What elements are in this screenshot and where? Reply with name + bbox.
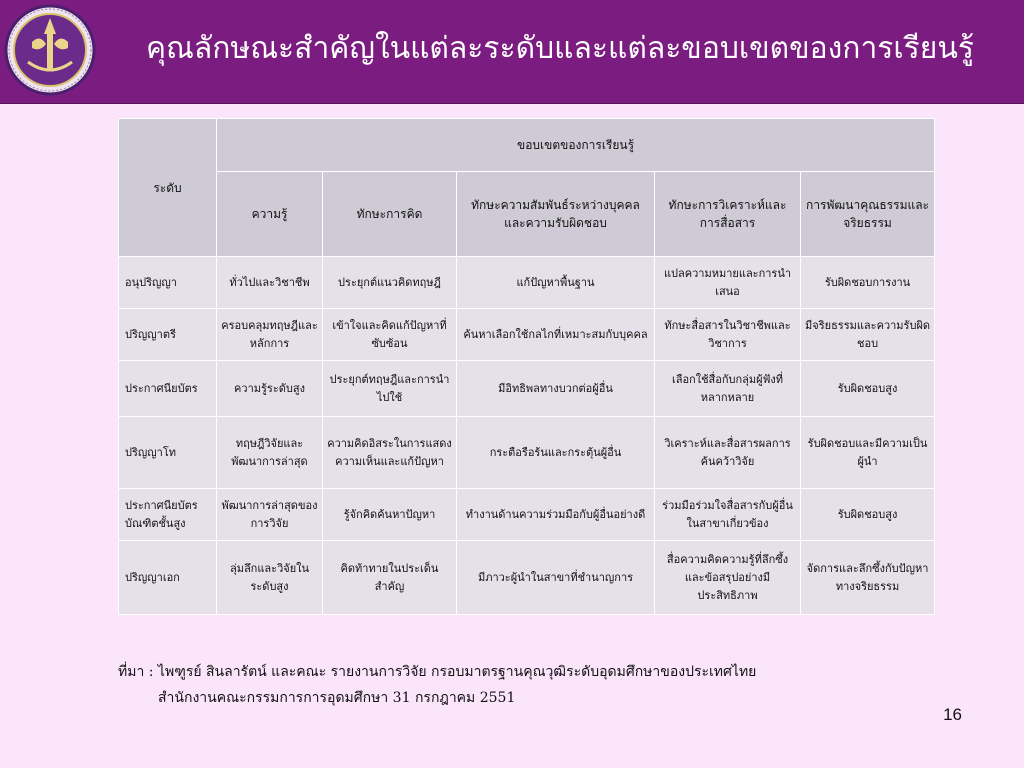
row-level: ปริญญาโท bbox=[119, 417, 217, 489]
table-cell: เลือกใช้สื่อกับกลุ่มผู้ฟังที่หลากหลาย bbox=[655, 361, 801, 417]
table-cell: กระตือรือร้นและกระตุ้นผู้อื่น bbox=[457, 417, 655, 489]
learning-outcomes-table-container bbox=[118, 118, 934, 615]
table-cell: ร่วมมือร่วมใจสื่อสารกับผู้อื่นในสาขาเกี่ยวข้อง bbox=[655, 489, 801, 541]
row-level: ประกาศนียบัตรบัณฑิตชั้นสูง bbox=[119, 489, 217, 541]
slide-title: คุณลักษณะสำคัญในแต่ละระดับและแต่ละขอบเขตของการเรียนรู้ bbox=[145, 31, 974, 66]
table-cell: วิเคราะห์และสื่อสารผลการค้นคว้าวิจัย bbox=[655, 417, 801, 489]
scope-header: ขอบเขตของการเรียนรู้ bbox=[217, 119, 935, 172]
row-level: อนุปริญญา bbox=[119, 257, 217, 309]
table-cell: ทำงานด้านความร่วมมือกับผู้อื่นอย่างดี bbox=[457, 489, 655, 541]
table-cell: รับผิดชอบการงาน bbox=[801, 257, 935, 309]
table-cell: ค้นหาเลือกใช้กลไกที่เหมาะสมกับบุคคล bbox=[457, 309, 655, 361]
table-cell: เข้าใจและคิดแก้ปัญหาที่ซับซ้อน bbox=[323, 309, 457, 361]
table-cell: ครอบคลุมทฤษฎีและหลักการ bbox=[217, 309, 323, 361]
table-cell: ทฤษฎีวิจัยและพัฒนาการล่าสุด bbox=[217, 417, 323, 489]
table-cell: มีอิทธิพลทางบวกต่อผู้อื่น bbox=[457, 361, 655, 417]
table-cell: รับผิดชอบสูง bbox=[801, 489, 935, 541]
level-header: ระดับ bbox=[119, 119, 217, 257]
table-row bbox=[119, 417, 935, 489]
table-cell: พัฒนาการล่าสุดของการวิจัย bbox=[217, 489, 323, 541]
table-row bbox=[119, 489, 935, 541]
table-cell: คิดท้าทายในประเด็นสำคัญ bbox=[323, 541, 457, 615]
table-cell: มีจริยธรรมและความรับผิดชอบ bbox=[801, 309, 935, 361]
column-header-thinking-skills: ทักษะการคิด bbox=[323, 172, 457, 257]
table-cell: รับผิดชอบสูง bbox=[801, 361, 935, 417]
table-cell: ความคิดอิสระในการแสดงความเห็นและแก้ปัญหา bbox=[323, 417, 457, 489]
table-cell: แปลความหมายและการนำเสนอ bbox=[655, 257, 801, 309]
table-cell: ประยุกต์ทฤษฎีและการนำไปใช้ bbox=[323, 361, 457, 417]
learning-outcomes-table bbox=[118, 118, 935, 615]
table-cell: รู้จักคิดค้นหาปัญหา bbox=[323, 489, 457, 541]
source-citation bbox=[118, 659, 978, 711]
table-cell: แก้ปัญหาพื้นฐาน bbox=[457, 257, 655, 309]
row-level: ปริญญาเอก bbox=[119, 541, 217, 615]
table-row bbox=[119, 541, 935, 615]
column-header-knowledge: ความรู้ bbox=[217, 172, 323, 257]
table-row bbox=[119, 309, 935, 361]
source-line-2: สำนักงานคณะกรรมการการอุดมศึกษา 31 กรกฎาคม 2551 bbox=[158, 690, 516, 706]
page-number: 16 bbox=[943, 705, 962, 724]
table-row bbox=[119, 257, 935, 309]
row-level: ปริญญาตรี bbox=[119, 309, 217, 361]
table-cell: สื่อความคิดความรู้ที่ลึกซึ้งและข้อสรุปอย่างมีประสิทธิภาพ bbox=[655, 541, 801, 615]
table-row bbox=[119, 361, 935, 417]
table-cell: ลุ่มลึกและวิจัยในระดับสูง bbox=[217, 541, 323, 615]
slide-header bbox=[0, 0, 1024, 104]
column-header-ethics: การพัฒนาคุณธรรมและจริยธรรม bbox=[801, 172, 935, 257]
column-header-interpersonal-skills: ทักษะความสัมพันธ์ระหว่างบุคคลและความรับผิดชอบ bbox=[457, 172, 655, 257]
table-cell: ทั่วไปและวิชาชีพ bbox=[217, 257, 323, 309]
table-cell: ทักษะสื่อสารในวิชาชีพและวิชาการ bbox=[655, 309, 801, 361]
table-cell: ประยุกต์แนวคิดทฤษฎี bbox=[323, 257, 457, 309]
table-cell: ความรู้ระดับสูง bbox=[217, 361, 323, 417]
university-seal-icon bbox=[4, 4, 96, 96]
table-cell: จัดการและลึกซึ้งกับปัญหาทางจริยธรรม bbox=[801, 541, 935, 615]
source-line-1: ที่มา : ไพฑูรย์ สินลารัตน์ และคณะ รายงานการวิจัย กรอบมาตรฐานคุณวุฒิระดับอุดมศึกษาของประเทศไทย bbox=[118, 664, 757, 680]
table-cell: รับผิดชอบและมีความเป็นผู้นำ bbox=[801, 417, 935, 489]
column-header-analysis-communication: ทักษะการวิเคราะห์และการสื่อสาร bbox=[655, 172, 801, 257]
row-level: ประกาศนียบัตร bbox=[119, 361, 217, 417]
table-cell: มีภาวะผู้นำในสาขาที่ชำนาญการ bbox=[457, 541, 655, 615]
